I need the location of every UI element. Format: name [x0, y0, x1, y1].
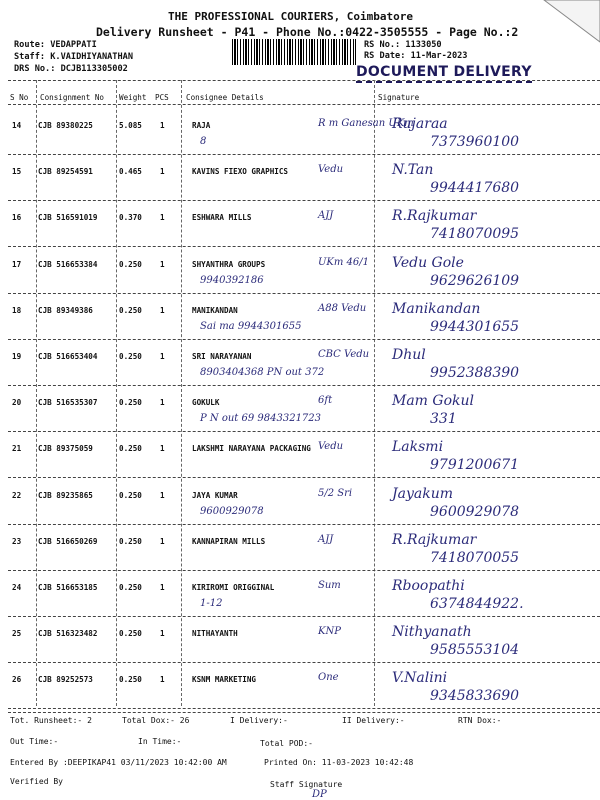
row-phone: 9345833690	[430, 688, 520, 704]
row-handwritten-note: 6ft	[318, 395, 333, 406]
row-handwritten-extra: P N out 69 9843321723	[200, 413, 322, 424]
row-consignee: KIRIROMI ORIGGINAL	[192, 583, 275, 592]
row-handwritten-extra: 1-12	[200, 598, 223, 609]
row-signature: Vedu Gole	[392, 255, 464, 271]
row-signature: V.Nalini	[392, 670, 448, 686]
row-weight: 0.370	[119, 213, 142, 222]
row-weight: 0.250	[119, 537, 142, 546]
row-signature: N.Tan	[392, 162, 434, 178]
row-weight: 0.250	[119, 629, 142, 638]
col-header-signature: Signature	[378, 93, 420, 102]
row-pcs: 1	[160, 444, 165, 453]
row-pcs: 1	[160, 352, 165, 361]
row-handwritten-note: AJJ	[318, 534, 334, 545]
row-consignment-no: CJB 516650269	[38, 537, 98, 546]
row-consignment-no: CJB 89380225	[38, 121, 93, 130]
row-weight: 0.250	[119, 675, 142, 684]
row-signature: Mam Gokul	[392, 393, 474, 409]
row-weight: 0.465	[119, 167, 142, 176]
entered-by: Entered By :DEEPIKAP41 03/11/2023 10:42:00 AM	[10, 758, 227, 767]
row-divider	[8, 431, 600, 432]
row-consignment-no: CJB 89375059	[38, 444, 93, 453]
row-sno: 17	[12, 260, 22, 269]
row-signature: Rboopathi	[392, 578, 465, 594]
row-divider	[8, 524, 600, 525]
row-signature: Nithyanath	[392, 624, 472, 640]
row-signature: Rujaraa	[392, 116, 448, 132]
row-signature: Laksmi	[392, 439, 444, 455]
rtn-dox: RTN Dox:-	[458, 716, 502, 725]
header-top-rule	[8, 80, 600, 81]
col-header-consignment: Consignment No	[40, 93, 105, 102]
row-handwritten-note: One	[318, 672, 339, 683]
row-signature: Dhul	[392, 347, 426, 363]
runsheet-title: Delivery Runsheet - P41 - Phone No.:0422-3505555 - Page No.:2	[96, 25, 519, 39]
row-weight: 0.250	[119, 491, 142, 500]
row-handwritten-note: A88 Vedu	[318, 303, 367, 314]
row-phone: 6374844922.	[430, 596, 524, 612]
row-pcs: 1	[160, 629, 165, 638]
row-phone: 7418070055	[430, 550, 520, 566]
row-phone: 9944301655	[430, 319, 520, 335]
printed-on: Printed On: 11-03-2023 10:42:48	[264, 758, 414, 767]
verified-by: Verified By	[10, 777, 63, 786]
row-consignee: KSNM MARKETING	[192, 675, 257, 684]
rs-number: RS No.: 1133050	[364, 40, 442, 50]
route-label: Route: VEDAPPATI	[14, 40, 97, 50]
row-sno: 16	[12, 213, 22, 222]
i-delivery: I Delivery:-	[230, 716, 288, 725]
col-divider	[181, 80, 182, 706]
row-pcs: 1	[160, 306, 165, 315]
row-handwritten-note: UKm 46/1	[318, 257, 370, 268]
row-divider	[8, 246, 600, 247]
row-signature: R.Rajkumar	[392, 208, 477, 224]
row-weight: 5.085	[119, 121, 142, 130]
row-consignee: LAKSHMI NARAYANA PACKAGING	[192, 444, 311, 453]
row-phone: 7418070095	[430, 226, 520, 242]
staff-label: Staff: K.VAIDHIYANATHAN	[14, 52, 133, 62]
row-consignment-no: CJB 516653185	[38, 583, 98, 592]
row-phone: 9944417680	[430, 180, 520, 196]
row-weight: 0.250	[119, 583, 142, 592]
row-weight: 0.250	[119, 306, 142, 315]
row-divider	[8, 200, 600, 201]
row-weight: 0.250	[119, 260, 142, 269]
row-divider	[8, 708, 600, 709]
staff-signature-mark: DP	[312, 789, 327, 800]
row-pcs: 1	[160, 167, 165, 176]
row-handwritten-note: CBC Vedu	[318, 349, 370, 360]
row-consignee: KANNAPIRAN MILLS	[192, 537, 266, 546]
row-weight: 0.250	[119, 444, 142, 453]
row-consignment-no: CJB 516323482	[38, 629, 98, 638]
row-weight: 0.250	[119, 352, 142, 361]
row-consignment-no: CJB 89254591	[38, 167, 93, 176]
row-sno: 18	[12, 306, 22, 315]
col-header-consignee: Consignee Details	[186, 93, 264, 102]
row-pcs: 1	[160, 491, 165, 500]
row-divider	[8, 293, 600, 294]
company-name: THE PROFESSIONAL COURIERS, Coimbatore	[168, 10, 414, 23]
row-handwritten-note: Sum	[318, 580, 341, 591]
row-phone: 9585553104	[430, 642, 520, 658]
row-sno: 22	[12, 491, 22, 500]
row-consignment-no: CJB 516535307	[38, 398, 98, 407]
page-corner-fold	[530, 0, 600, 52]
barcode	[232, 39, 356, 65]
row-handwritten-note: Vedu	[318, 164, 344, 175]
col-divider	[374, 80, 375, 706]
total-pod: Total POD:-	[260, 739, 313, 748]
row-divider	[8, 662, 600, 663]
row-sno: 24	[12, 583, 22, 592]
row-handwritten-extra: 8	[200, 136, 207, 147]
header-bottom-rule	[8, 104, 600, 105]
row-pcs: 1	[160, 398, 165, 407]
row-signature: R.Rajkumar	[392, 532, 477, 548]
rs-date: RS Date: 11-Mar-2023	[364, 51, 468, 61]
total-runsheet: Tot. Runsheet:- 2	[10, 716, 92, 725]
row-sno: 21	[12, 444, 22, 453]
in-time: In Time:-	[138, 737, 182, 746]
row-pcs: 1	[160, 675, 165, 684]
row-divider	[8, 339, 600, 340]
row-pcs: 1	[160, 213, 165, 222]
row-divider	[8, 385, 600, 386]
row-phone: 331	[430, 411, 457, 427]
row-consignment-no: CJB 89349386	[38, 306, 93, 315]
row-consignee: RAJA	[192, 121, 211, 130]
row-handwritten-extra: 9600929078	[200, 506, 264, 517]
row-signature: Manikandan	[392, 301, 481, 317]
row-consignment-no: CJB 516591019	[38, 213, 98, 222]
row-consignee: NITHAYANTH	[192, 629, 238, 638]
row-sno: 14	[12, 121, 22, 130]
row-sno: 15	[12, 167, 22, 176]
row-phone: 9791200671	[430, 457, 520, 473]
row-sno: 23	[12, 537, 22, 546]
row-consignee: MANIKANDAN	[192, 306, 238, 315]
total-dox: Total Dox:- 26	[122, 716, 190, 725]
col-header-pcs: PCS	[155, 93, 169, 102]
col-divider	[116, 80, 117, 706]
row-consignment-no: CJB 89252573	[38, 675, 93, 684]
row-pcs: 1	[160, 537, 165, 546]
row-handwritten-note: KNP	[318, 626, 341, 637]
row-divider	[8, 154, 600, 155]
row-consignee: ESHWARA MILLS	[192, 213, 252, 222]
row-consignment-no: CJB 516653384	[38, 260, 98, 269]
row-handwritten-note: 5/2 Sri	[318, 488, 353, 499]
footer-rule	[8, 712, 600, 713]
col-divider	[36, 80, 37, 706]
row-sno: 20	[12, 398, 22, 407]
row-pcs: 1	[160, 260, 165, 269]
row-handwritten-extra: 8903404368 PN out 372	[200, 367, 325, 378]
col-header-sno: S No	[10, 93, 29, 102]
document-delivery-stamp: DOCUMENT DELIVERY	[356, 64, 532, 83]
row-pcs: 1	[160, 583, 165, 592]
row-divider	[8, 616, 600, 617]
row-phone: 9600929078	[430, 504, 520, 520]
row-sno: 19	[12, 352, 22, 361]
row-consignee: SHYANTHRA GROUPS	[192, 260, 266, 269]
row-pcs: 1	[160, 121, 165, 130]
row-phone: 9952388390	[430, 365, 520, 381]
row-sno: 26	[12, 675, 22, 684]
row-weight: 0.250	[119, 398, 142, 407]
ii-delivery: II Delivery:-	[342, 716, 405, 725]
row-consignee: KAVINS FIEXO GRAPHICS	[192, 167, 289, 176]
row-handwritten-extra: Sai ma 9944301655	[200, 321, 302, 332]
row-handwritten-note: AJJ	[318, 210, 334, 221]
row-divider	[8, 570, 600, 571]
drs-number: DRS No.: DCJB113305002	[14, 64, 128, 74]
row-consignee: JAYA KUMAR	[192, 491, 238, 500]
out-time: Out Time:-	[10, 737, 59, 746]
row-consignee: GOKULK	[192, 398, 220, 407]
row-sno: 25	[12, 629, 22, 638]
row-signature: Jayakum	[392, 486, 453, 502]
row-consignment-no: CJB 89235865	[38, 491, 93, 500]
row-divider	[8, 477, 600, 478]
col-header-weight: Weight	[119, 93, 147, 102]
row-handwritten-note: Vedu	[318, 441, 344, 452]
row-phone: 7373960100	[430, 134, 520, 150]
staff-signature: Staff Signature	[270, 780, 343, 789]
row-phone: 9629626109	[430, 273, 520, 289]
row-consignment-no: CJB 516653404	[38, 352, 98, 361]
row-handwritten-extra: 9940392186	[200, 275, 264, 286]
row-handwritten-note: R m Ganesan UKm	[318, 118, 414, 129]
row-consignee: SRI NARAYANAN	[192, 352, 252, 361]
